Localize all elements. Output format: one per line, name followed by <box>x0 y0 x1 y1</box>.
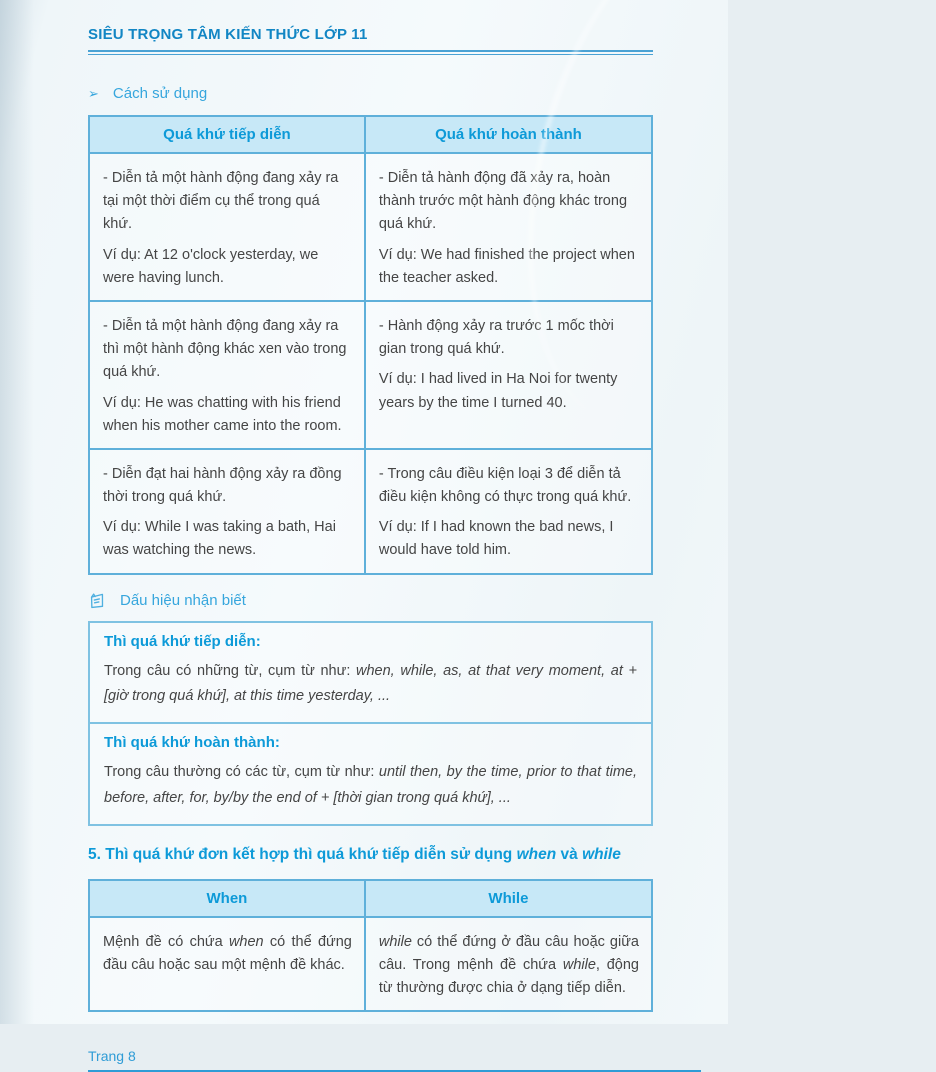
when-rule-text: Mệnh đề có chứa when có thể đứng đầu câu hoặc sau một mệnh đề khác. <box>103 933 352 973</box>
usage-description: - Diễn tả một hành động đang xảy ra tại một thời điểm cụ thể trong quá khứ. <box>103 170 339 233</box>
usage-cell-past-continuous-3 <box>89 449 365 574</box>
table-row <box>89 301 652 449</box>
signs-intro: Trong câu thường có các từ, cụm từ như: <box>104 764 379 781</box>
table-header-row <box>89 880 652 917</box>
usage-section-label: Cách sử dụng <box>112 85 208 102</box>
signs-section-heading <box>88 591 653 610</box>
column-header-past-continuous: Quá khứ tiếp diễn <box>89 116 365 153</box>
usage-description: - Diễn tả hành động đã xảy ra, hoàn thành trước một hành động khác trong quá khứ. <box>378 170 628 233</box>
usage-example: Ví dụ: If I had known the bad news, I would have told him. <box>378 519 614 559</box>
usage-example: Ví dụ: At 12 o'clock yesterday, we were having lunch. <box>103 246 319 286</box>
memo-icon <box>87 590 108 611</box>
column-header-past-perfect: Quá khứ hoàn thành <box>365 116 652 153</box>
table-row <box>89 917 652 1012</box>
section-5-heading <box>88 844 653 866</box>
usage-example: Ví dụ: I had lived in Ha Noi for twenty years by the time I turned 40. <box>378 371 618 411</box>
usage-example: Ví dụ: While I was taking a bath, Hai was watching the news. <box>103 519 336 559</box>
usage-cell-past-continuous-2 <box>89 301 365 449</box>
section-5-when: when <box>516 846 557 864</box>
usage-example: Ví dụ: He was chatting with his friend when his mother came into the room. <box>103 394 342 434</box>
signs-intro: Trong câu có những từ, cụm từ như: <box>104 662 356 679</box>
signs-body <box>104 659 637 710</box>
page-number: Trang 8 <box>88 1048 136 1065</box>
header-divider <box>88 50 653 55</box>
signs-block-past-perfect <box>90 722 651 824</box>
signs-block-past-continuous <box>90 623 651 723</box>
section-5-and: và <box>556 846 583 864</box>
recognition-signs-box <box>88 621 653 827</box>
usage-description: - Diễn đạt hai hành động xảy ra đồng thời trong quá khứ. <box>103 465 342 506</box>
arrow-bullet-icon: ➢ <box>88 85 99 101</box>
when-while-table <box>88 879 653 1013</box>
table-row <box>89 153 652 301</box>
while-rule-cell <box>365 917 652 1012</box>
tense-usage-table <box>88 115 653 575</box>
section-5-while: while <box>582 846 621 864</box>
page-footer <box>88 1048 701 1072</box>
usage-cell-past-perfect-2 <box>365 301 652 449</box>
usage-description: - Trong câu điều kiện loại 3 để diễn tả điều kiện không có thực trong quá khứ. <box>378 465 632 506</box>
scan-shadow-edge <box>0 0 34 1024</box>
signs-phrases: when, while, as, at that very moment, at + [giờ trong quá khứ], at this time yesterday, ... <box>104 662 637 704</box>
table-row <box>89 449 652 574</box>
usage-cell-past-perfect-1 <box>365 153 652 301</box>
signs-title: Thì quá khứ hoàn thành: <box>104 734 280 752</box>
table-header-row <box>89 116 652 153</box>
signs-section-label: Dấu hiệu nhận biết <box>120 591 246 609</box>
while-rule-text: while có thể đứng ở đầu câu hoặc giữa câu. Trong mệnh đề chứa while, động từ thường được chia ở dạng tiếp diễn. <box>378 933 639 997</box>
page-header <box>88 26 653 55</box>
signs-title: Thì quá khứ tiếp diễn: <box>104 632 261 650</box>
page-header-title: SIÊU TRỌNG TÂM KIẾN THỨC LỚP 11 <box>88 26 368 43</box>
usage-example: Ví dụ: We had finished the project when the teacher asked. <box>378 246 635 286</box>
usage-cell-past-continuous-1 <box>89 153 365 301</box>
usage-cell-past-perfect-3 <box>365 449 652 574</box>
signs-body <box>104 760 637 811</box>
usage-section-heading <box>88 85 653 102</box>
usage-description: - Hành động xảy ra trước 1 mốc thời gian trong quá khứ. <box>378 317 614 358</box>
usage-description: - Diễn tả một hành động đang xảy ra thì một hành động khác xen vào trong quá khứ. <box>103 317 347 381</box>
when-rule-cell <box>89 917 365 1012</box>
column-header-while: While <box>365 880 652 917</box>
section-5-text: 5. Thì quá khứ đơn kết hợp thì quá khứ tiếp diễn sử dụng <box>88 846 517 864</box>
signs-phrases: until then, by the time, prior to that time, before, after, for, by/by the end of + [thời gian trong quá khứ], ... <box>104 764 638 806</box>
column-header-when: When <box>89 880 365 917</box>
